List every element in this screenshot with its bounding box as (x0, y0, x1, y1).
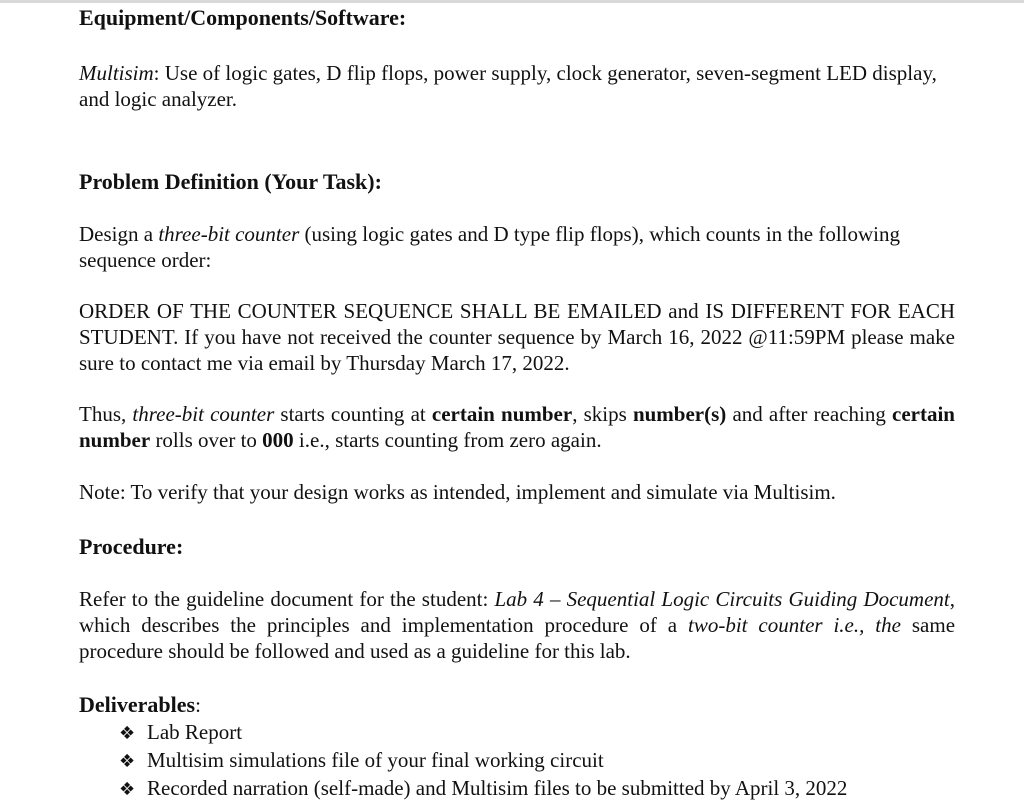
desc-bold: 000 (262, 428, 294, 452)
guiding-document-title: Lab 4 – Sequential Logic Circuits Guiding Document (494, 587, 950, 611)
task-emphasis: three-bit counter (158, 222, 300, 246)
counter-description-paragraph (79, 401, 955, 453)
desc-text: starts counting at (274, 402, 432, 426)
task-paragraph (79, 221, 955, 273)
deliverables-heading-line (79, 692, 955, 718)
deliverables-colon: : (195, 693, 201, 717)
problem-heading: Problem Definition (Your Task): (79, 169, 382, 194)
list-item-text: Lab Report (147, 720, 243, 744)
diamond-bullet-icon: ❖ (119, 751, 136, 772)
desc-bold: number(s) (632, 402, 727, 426)
desc-bold: certain number (79, 402, 955, 452)
procedure-paragraph (79, 586, 955, 664)
list-item (119, 719, 939, 747)
note-paragraph: Note: To verify that your design works as intended, implement and simulate via Multisim. (79, 480, 836, 504)
equipment-heading: Equipment/Components/Software: (79, 5, 407, 30)
procedure-heading: Procedure: (79, 534, 184, 559)
procedure-text: , which describes the principles and implementation procedure of a (79, 587, 956, 637)
desc-emphasis: three-bit counter (132, 402, 275, 426)
diamond-bullet-icon: ❖ (119, 779, 136, 800)
procedure-emphasis: two-bit counter i.e., the (688, 613, 901, 637)
desc-text: rolls over to (150, 428, 263, 452)
page-top-border (0, 0, 1024, 3)
procedure-text: same procedure should be followed and used as a guideline for this lab. (79, 613, 956, 663)
desc-bold: certain number (431, 402, 573, 426)
desc-text: i.e., starts counting from zero again. (293, 428, 602, 452)
desc-text: , skips (572, 402, 633, 426)
list-item (119, 775, 939, 803)
list-item-text: Recorded narration (self-made) and Multisim files to be submitted by April 3, 2022 (147, 776, 848, 800)
desc-text: and after reaching (726, 402, 893, 426)
list-item (119, 747, 939, 775)
deliverables-heading: Deliverables (79, 692, 196, 717)
desc-text: Thus, (79, 402, 133, 426)
equipment-paragraph (79, 60, 955, 112)
procedure-text: Refer to the guideline document for the student: (79, 587, 495, 611)
deliverables-list (119, 719, 939, 803)
software-name: Multisim (79, 61, 154, 85)
list-item-text: Multisim simulations file of your final working circuit (147, 748, 604, 772)
sequence-notice-paragraph: ORDER OF THE COUNTER SEQUENCE SHALL BE EMAILED and IS DIFFERENT FOR EACH STUDENT. If you have not received the counter sequence by March 16, 2022 @11:59PM please make sure to contact me via email by Thursday March 17, 2022. (79, 299, 955, 375)
equipment-description: : Use of logic gates, D flip flops, power supply, clock generator, seven-segment LED display, and logic analyzer. (79, 61, 937, 111)
task-text: (using logic gates and D type flip flops), which counts in the following sequence order: (79, 222, 901, 272)
diamond-bullet-icon: ❖ (119, 723, 136, 744)
task-text: Design a (79, 222, 159, 246)
